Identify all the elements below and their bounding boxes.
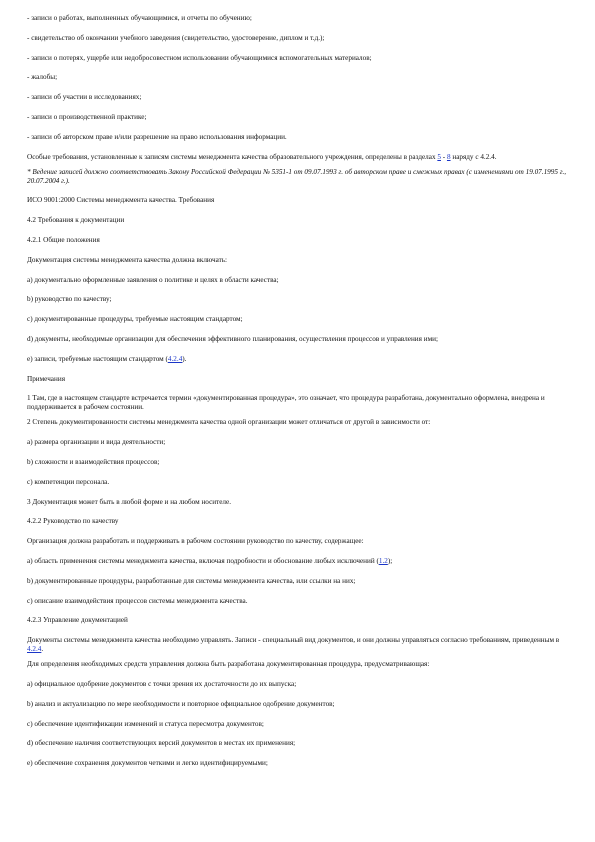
list-item: с) обеспечение идентификации изменений и статуса пересмотра документов; bbox=[27, 719, 264, 728]
notes-heading: Примечания bbox=[27, 374, 65, 383]
requirements-paragraph bbox=[27, 153, 572, 162]
subsection-heading: 4.2.1 Общие положения bbox=[27, 235, 100, 244]
list-item-text: а) область применения системы менеджмента качества, включая подробности и обоснование любых исключений ( bbox=[27, 556, 379, 565]
list-item-text: ). bbox=[182, 354, 187, 363]
list-item: - записи о производственной практике; bbox=[27, 112, 147, 121]
list-item: b) сложности и взаимодействия процессов; bbox=[27, 457, 160, 466]
list-item: b) анализ и актуализацию по мере необходимости и повторное официальное одобрение документов; bbox=[27, 699, 335, 708]
list-item: а) размера организации и вида деятельности; bbox=[27, 438, 166, 447]
list-item: d) документы, необходимые организации для обеспечения эффективного планирования, осуществления процессов и управления ими; bbox=[27, 334, 438, 343]
list-item bbox=[27, 355, 572, 364]
list-item: а) официальное одобрение документов с точки зрения их достаточности до их выпуска; bbox=[27, 679, 297, 688]
list-item: - записи о работах, выполненных обучающимися, и отчеты по обучению; bbox=[27, 14, 252, 22]
list-item: - свидетельство об окончании учебного заведения (свидетельство, удостоверение, диплом и т.д.); bbox=[27, 33, 325, 42]
list-item: с) компетенции персонала. bbox=[27, 477, 110, 486]
paragraph: Документация системы менеджмента качества должна включать: bbox=[27, 255, 228, 264]
list-item: е) обеспечение сохранения документов четкими и легко идентифицируемыми; bbox=[27, 759, 268, 768]
paragraph bbox=[27, 636, 572, 654]
list-item: - записи об авторском праве и/или разрешение на право использования информации. bbox=[27, 132, 287, 141]
paragraph-text: Документы системы менеджмента качества необходимо управлять. Записи - специальный вид документов, и они должны управляться согласно требованиям, приведенным в bbox=[27, 636, 560, 645]
list-item: с) описание взаимодействия процессов системы менеджмента качества. bbox=[27, 596, 248, 605]
separator: - bbox=[440, 152, 447, 161]
paragraph: Для определения необходимых средств управления должна быть разработана документированная процедура, предусматривающая: bbox=[27, 660, 430, 669]
paragraph: Организация должна разработать и поддерживать в рабочем состоянии руководство по качеству, содержащее: bbox=[27, 537, 364, 546]
subsection-heading: 4.2.3 Управление документацией bbox=[27, 616, 128, 625]
note-paragraph: 1 Там, где в настоящем стандарте встречается термин «документированная процедура», это означает, что процедура разработана, документально оформлена, внедрена и поддерживается в рабочем состоянии. bbox=[27, 394, 545, 412]
list-item: b) документированные процедуры, разработанные для системы менеджмента качества, или ссылки на них; bbox=[27, 576, 356, 585]
list-item: - записи об участии в исследованиях; bbox=[27, 93, 142, 102]
paragraph-text: . bbox=[41, 645, 44, 654]
list-item-text: е) записи, требуемые настоящим стандартом ( bbox=[27, 354, 168, 363]
list-item: - записи о потерях, ущербе или недобросовестном использовании обучающимися вспомогательных материалов; bbox=[27, 53, 372, 62]
footnote: * Ведение записей должно соответствовать Закону Российской Федерации № 5351-1 от 09.07.1993 г. об авторском праве и смежных правах (с изменениями от 19.07.1995 г., 20.07.2004 г.). bbox=[27, 167, 567, 185]
document-page bbox=[27, 14, 572, 779]
section-heading: 4.2 Требования к документации bbox=[27, 216, 125, 225]
subsection-heading: 4.2.2 Руководство по качеству bbox=[27, 517, 119, 526]
list-item: с) документированные процедуры, требуемые настоящим стандартом; bbox=[27, 315, 243, 324]
standard-title: ИСО 9001:2000 Системы менеджмента качества. Требования bbox=[27, 196, 215, 205]
paragraph-text: наряду с 4.2.4. bbox=[450, 152, 497, 161]
list-item: b) руководство по качеству; bbox=[27, 295, 112, 304]
clause-4-2-4-link[interactable]: 4.2.4 bbox=[27, 645, 42, 654]
list-item-text: ); bbox=[387, 556, 393, 565]
note-paragraph: 3 Документация может быть в любой форме и на любом носителе. bbox=[27, 497, 232, 506]
list-item: - жалобы; bbox=[27, 73, 58, 82]
list-item: а) документально оформленные заявления о политике и целях в области качества; bbox=[27, 275, 279, 284]
paragraph-text: Особые требования, установленные к записям системы менеджмента качества образовательного учреждения, определены в разделах bbox=[27, 152, 438, 161]
clause-4-2-4-link[interactable]: 4.2.4 bbox=[167, 354, 183, 363]
note-paragraph: 2 Степень документированности системы менеджмента качества одной организации может отличаться от другой в зависимости от: bbox=[27, 418, 431, 427]
section-8-link[interactable]: 8 bbox=[446, 152, 451, 161]
list-item bbox=[27, 557, 572, 566]
list-item: d) обеспечение наличия соответствующих версий документов в местах их применения; bbox=[27, 739, 296, 748]
section-5-link[interactable]: 5 bbox=[437, 152, 441, 161]
clause-1-2-link[interactable]: 1.2 bbox=[378, 556, 388, 565]
